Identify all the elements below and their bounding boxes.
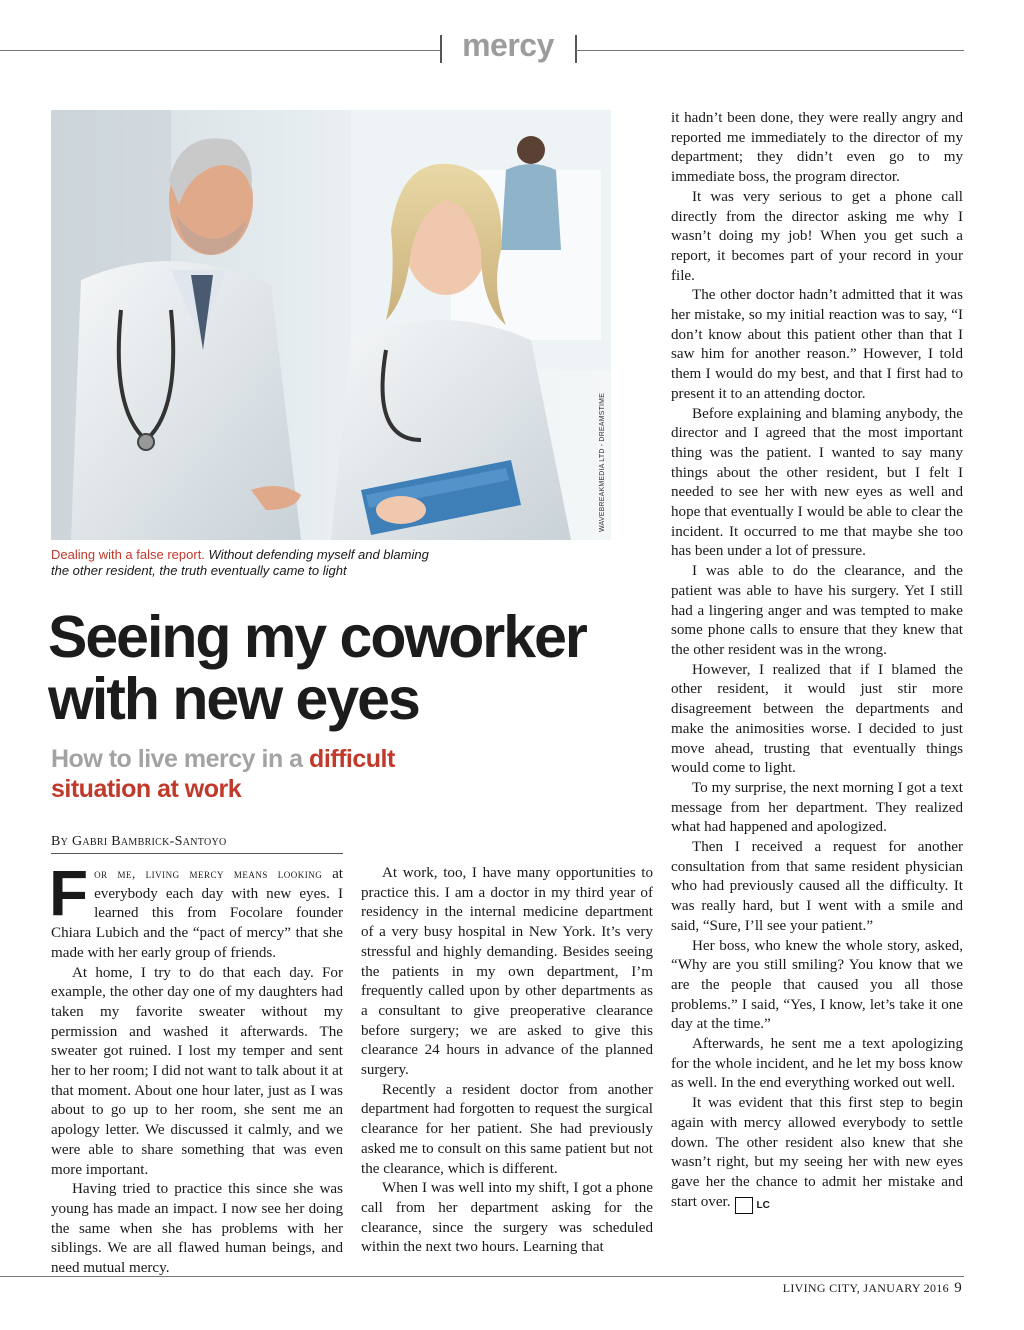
byline: By Gabri Bambrick-Santoyo <box>51 834 227 849</box>
photo-caption <box>51 547 431 579</box>
paragraph-opening <box>49 857 343 964</box>
byline-rule <box>51 853 343 854</box>
paragraph: Her boss, who knew the whole story, asked, “Why are you still smiling? You know that we are the people that caused you all those problems.” I said, “Yes, I know, let’s take it one day at the time.” <box>671 937 963 1033</box>
article-column-2 <box>361 864 653 1258</box>
article-photo <box>51 110 611 540</box>
paragraph: The other doctor hadn’t admitted that it was her mistake, so my initial reaction was to say, “I don’t know about this patient other than that I saw him for another reason.” However, I told them I would do my best, and that I first had to present it to an attending doctor. <box>671 287 963 402</box>
caption-text: Without defending myself and blaming the other resident, the truth eventually came to light <box>51 547 429 578</box>
paragraph: However, I realized that if I blamed the other resident, it would just stir more disagreement between the departments and make the animosities worse. I decided to just move ahead, trusting that eventually things would come to light. <box>671 661 963 777</box>
paragraph: At work, too, I have many opportunities to practice this. I am a doctor in my third year of residency in the internal medicine department of a very busy hospital in New York. It’s very stressful and highly demanding. Besides seeing the patients in my own department, I’m frequently called upon by other departments as a consultant to give preoperative clearance before surgery; we are asked to give this clearance 24 hours in advance of the planned surgery. <box>361 865 653 1079</box>
paragraph-text: It was evident that this first step to begin again with mercy allowed everybody to settle down. The other resident also knew that she wasn’t right, but my seeing her with new eyes gave her the chance to admit her mistake and start over. <box>671 1095 963 1210</box>
paragraph: Before explaining and blaming anybody, the director and I agreed that the most important thing was the patient. I wanted to say many things about the other resident, but I felt I needed to see her with new eyes as well and hope that eventually I would be able to clear the incident. It occurred to me that maybe she too has been under a lot of pressure. <box>671 405 963 560</box>
paragraph: It was very serious to get a phone call directly from the director asking me why I wasn’t doing my job! When you get such a report, it becomes part of your record in your file. <box>671 188 963 284</box>
section-rule-left <box>0 50 440 51</box>
paragraph: it hadn’t been done, they were really angry and reported me immediately to the director of my department; they didn’t even go to my immediate boss, the program director. <box>671 110 963 186</box>
article-column-3 <box>671 109 963 1214</box>
section-divider-left <box>440 35 442 63</box>
section-divider-right <box>575 35 577 63</box>
paragraph: Afterwards, he sent me a text apologizing for the whole incident, and he let my boss know as well. In the end everything worked out well. <box>671 1036 963 1092</box>
section-rule-right <box>576 50 964 51</box>
article-column-1 <box>49 857 343 1279</box>
page-footer <box>700 1280 962 1297</box>
subhead-red-inline: difficult <box>309 745 395 773</box>
headline-line-2: with new eyes <box>48 666 419 732</box>
paragraph: Having tried to practice this since she was young has made an impact. I now see her doing the same when she has problems with her siblings. We are all flawed human beings, and need mutual mercy. <box>51 1181 343 1277</box>
drop-cap: F <box>49 857 89 929</box>
paragraph-final <box>671 1094 963 1214</box>
article-headline <box>48 606 668 730</box>
caption-lead: Dealing with a false report. <box>51 547 205 562</box>
paragraph: To my surprise, the next morning I got a text message from her department. They realized what had happened and apologized. <box>671 779 963 836</box>
section-title: mercy <box>462 27 554 63</box>
paragraph: Then I received a request for another consultation from that same resident physician who had previously caused all the difficulty. It was really hard, but I went with a smile and said, “Sure, I’ll see your patient.” <box>671 839 963 934</box>
footer-rule <box>0 1276 964 1277</box>
article-subhead <box>51 744 631 804</box>
subhead-gray: How to live mercy in a <box>51 745 303 773</box>
paragraph: Recently a resident doctor from another department had forgotten to request the surgical clearance for her patient. She had previously asked me to consult on this same patient but not the clearance, which is different. <box>361 1081 653 1177</box>
photo-credit: WAVEBREAKMEDIA LTD - DREAMSTIME <box>599 392 606 532</box>
subhead-red-line-2: situation at work <box>51 775 242 803</box>
opening-smallcaps: or me, living mercy means looking <box>94 866 323 881</box>
publication-name: LIVING CITY, JANUARY 2016 <box>782 1281 949 1295</box>
paragraph: When I was well into my shift, I got a phone call from her department asking for the clearance, since the surgery was scheduled within the next two hours. Learning that <box>361 1180 653 1256</box>
page-number: 9 <box>954 1280 962 1296</box>
headline-line-1: Seeing my coworker <box>48 604 586 670</box>
photo-two-doctors-icon <box>51 110 611 540</box>
paragraph-text: at everybody each day with new eyes. I learned this from Focolare founder Chiara Lubich and the “pact of mercy” that she made with her early group of friends. <box>51 866 343 961</box>
paragraph: At home, I try to do that each day. For example, the other day one of my daughters had taken my favorite sweater without my permission and washed it afterwards. The sweater got ruined. I lost my temper and sent her to her room; I did not want to talk about it at that moment. About one hour later, just as I was about to go up to her room, she sent me an apology letter. We discussed it calmly, and we were able to share something that was even more important. <box>51 964 343 1178</box>
paragraph: I was able to do the clearance, and the patient was able to have his surgery. Yet I still had a lingering anger and was tempted to make some phone calls to ensure that they knew that the other resident was in the wrong. <box>671 563 963 658</box>
end-mark-icon: LC <box>735 1197 753 1214</box>
